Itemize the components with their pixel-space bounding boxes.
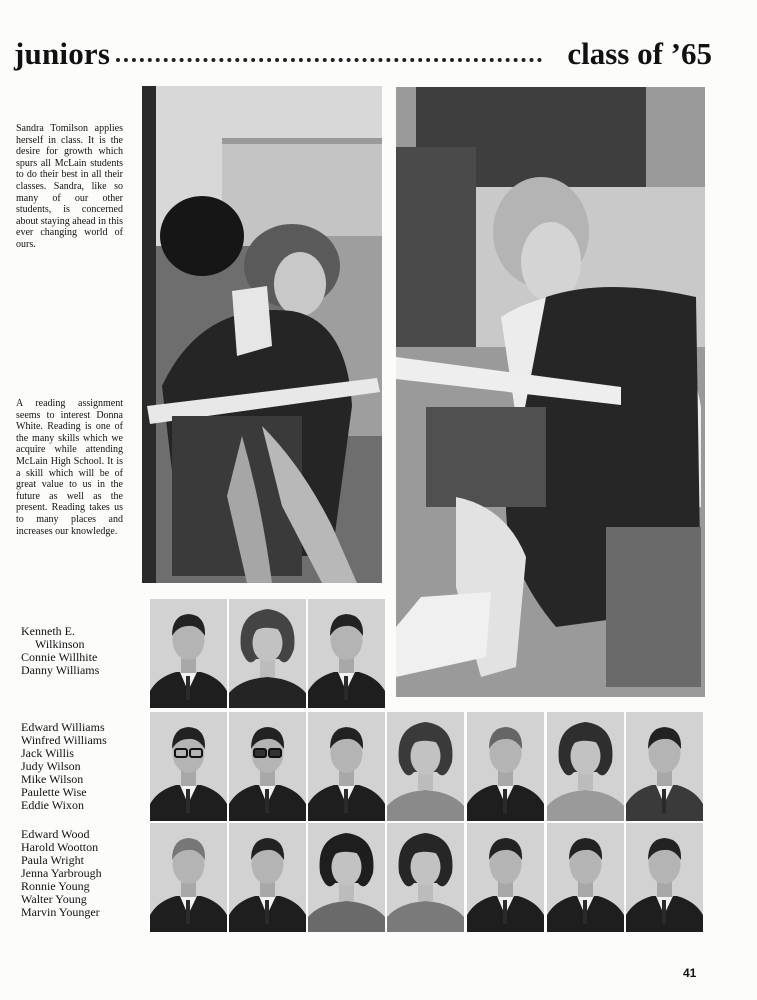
name-line: Paulette Wise — [21, 785, 87, 799]
portrait-marvin-younger — [626, 823, 703, 932]
page-number: 41 — [683, 966, 697, 980]
name-line: Edward Williams — [21, 720, 105, 734]
portrait-edward-williams — [150, 712, 227, 821]
portrait-eddie-wixon — [626, 712, 703, 821]
name-line: Mike Wilson — [21, 772, 84, 786]
name-line: Marvin Younger — [21, 905, 100, 919]
portrait-edward-wood — [150, 823, 227, 932]
portrait-paulette-wise — [547, 712, 624, 821]
name-line: Paula Wright — [21, 853, 84, 867]
page-header — [14, 36, 714, 76]
portrait-winfred-williams — [229, 712, 306, 821]
name-line: Connie Willhite — [21, 650, 98, 664]
name-line: Eddie Wixon — [21, 798, 84, 812]
name-line: Edward Wood — [21, 827, 90, 841]
name-line: Jenna Yarbrough — [21, 866, 102, 880]
portrait-mike-wilson — [467, 712, 544, 821]
portrait-connie-willhite — [229, 599, 306, 708]
names-row-3 — [21, 828, 102, 919]
portrait-danny-williams — [308, 599, 385, 708]
portrait-kenneth-wilkinson — [150, 599, 227, 708]
portrait-judy-wilson — [387, 712, 464, 821]
portrait-paula-wright — [308, 823, 385, 932]
name-line: Wilkinson — [35, 637, 85, 651]
name-line: Ronnie Young — [21, 879, 90, 893]
portrait-ronnie-young — [467, 823, 544, 932]
name-line: Jack Willis — [21, 746, 74, 760]
caption-donna: A reading assignment seems to interest Donna White. Reading is one of the many skills which we acquire while attending McLain High School. It is a skill which will be of great value to us in the future as well as the present. Reading takes us to many places and increases our knowledge. — [16, 398, 123, 537]
name-line: Danny Williams — [21, 663, 100, 677]
names-row-1 — [21, 625, 99, 677]
photo-student-writing — [142, 86, 382, 583]
name-line: Judy Wilson — [21, 759, 81, 773]
names-row-2 — [21, 721, 107, 812]
name-line: Winfred Williams — [21, 733, 107, 747]
portrait-jack-willis — [308, 712, 385, 821]
section-title: juniors — [14, 36, 111, 71]
class-year-title: class of ’65 — [567, 36, 712, 71]
leader-dots — [116, 58, 542, 62]
portrait-jenna-yarbrough — [387, 823, 464, 932]
portrait-walter-young — [547, 823, 624, 932]
caption-sandra: Sandra Tomilson applies herself in class. It is the desire for growth which spurs all McLain students to do their best in all their classes. Sandra, like so many of our other students, is concerned about staying ahead in this ever changing world of ours. — [16, 123, 123, 250]
name-line: Walter Young — [21, 892, 87, 906]
name-line: Kenneth E. — [21, 624, 75, 638]
portrait-harold-wootton — [229, 823, 306, 932]
photo-student-reading — [396, 87, 705, 697]
name-line: Harold Wootton — [21, 840, 99, 854]
